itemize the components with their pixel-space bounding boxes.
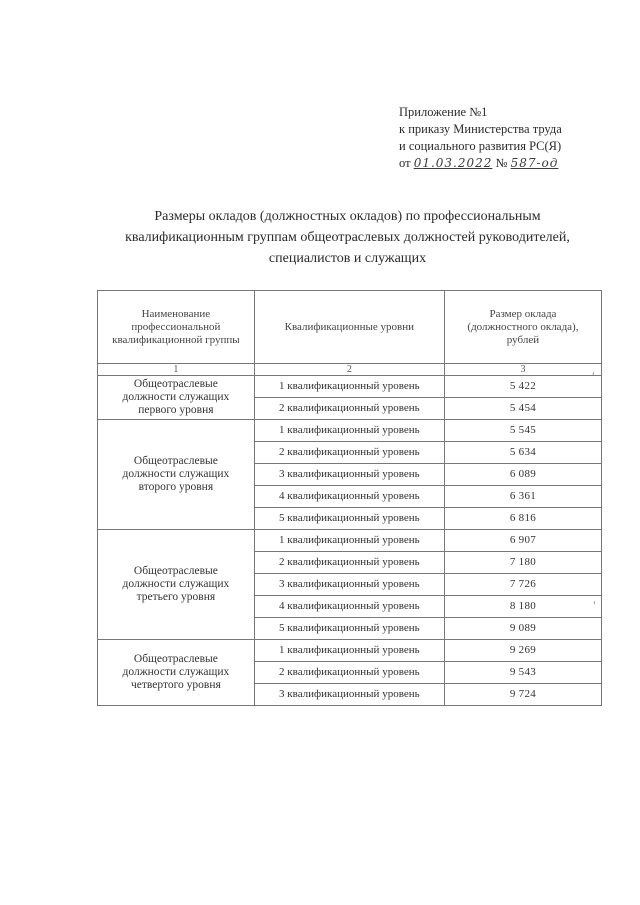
- level-cell: 4 квалификационный уровень: [254, 596, 444, 618]
- salary-cell: 7 180: [444, 552, 601, 574]
- scan-mark: ‹: [593, 597, 596, 607]
- level-cell: 3 квалификационный уровень: [254, 574, 444, 596]
- level-cell: 4 квалификационный уровень: [254, 486, 444, 508]
- column-number: 3: [444, 364, 601, 376]
- level-cell: 2 квалификационный уровень: [254, 442, 444, 464]
- salary-cell: 6 816: [444, 508, 601, 530]
- level-cell: 1 квалификационный уровень: [254, 640, 444, 662]
- level-cell: 1 квалификационный уровень: [254, 376, 444, 398]
- level-cell: 1 квалификационный уровень: [254, 530, 444, 552]
- table-row: [98, 530, 602, 552]
- level-cell: 2 квалификационный уровень: [254, 662, 444, 684]
- salary-cell: 8 180: [444, 596, 601, 618]
- group-name-cell: Общеотраслевые должности служащих третьего уровня: [98, 530, 255, 640]
- column-header-group: Наименование профессиональной квалификационной группы: [98, 291, 255, 364]
- number-label: №: [495, 156, 508, 170]
- table-body: [98, 376, 602, 706]
- group-name-cell: Общеотраслевые должности служащих второго уровня: [98, 420, 255, 530]
- annex-line-1: Приложение №1: [399, 105, 488, 119]
- salary-cell: 9 724: [444, 684, 601, 706]
- salary-cell: 5 634: [444, 442, 601, 464]
- salary-cell: 5 422: [444, 376, 601, 398]
- group-name-cell: Общеотраслевые должности служащих четвертого уровня: [98, 640, 255, 706]
- column-header-salary: Размер оклада (должностного оклада), рублей: [444, 291, 601, 364]
- scan-mark: ‹: [592, 368, 595, 378]
- column-number: 2: [254, 364, 444, 376]
- salary-cell: 5 454: [444, 398, 601, 420]
- salary-cell: 6 089: [444, 464, 601, 486]
- level-cell: 3 квалификационный уровень: [254, 684, 444, 706]
- header-row: [98, 291, 602, 364]
- table-row: [98, 420, 602, 442]
- order-number: 587-од: [510, 156, 559, 170]
- annex-line-2: к приказу Министерства труда: [399, 122, 562, 136]
- level-cell: 3 квалификационный уровень: [254, 464, 444, 486]
- level-cell: 2 квалификационный уровень: [254, 552, 444, 574]
- salary-cell: 6 361: [444, 486, 601, 508]
- level-cell: 5 квалификационный уровень: [254, 618, 444, 640]
- salary-table: [97, 290, 602, 706]
- annex-date-line: [399, 155, 634, 172]
- level-cell: 5 квалификационный уровень: [254, 508, 444, 530]
- column-number-row: [98, 364, 602, 376]
- salary-cell: 7 726: [444, 574, 601, 596]
- salary-cell: 5 545: [444, 420, 601, 442]
- title-line-2: квалификационным группам общеотраслевых должностей руководителей,: [125, 230, 570, 245]
- order-date: 01.03.2022: [413, 156, 493, 170]
- title-line-1: Размеры окладов (должностных окладов) по профессиональным: [154, 209, 541, 224]
- level-cell: 2 квалификационный уровень: [254, 398, 444, 420]
- group-name-cell: Общеотраслевые должности служащих первого уровня: [98, 376, 255, 420]
- level-cell: 1 квалификационный уровень: [254, 420, 444, 442]
- salary-cell: 9 543: [444, 662, 601, 684]
- document-title: [95, 206, 600, 269]
- salary-cell: 9 089: [444, 618, 601, 640]
- table-row: [98, 376, 602, 398]
- table-row: [98, 640, 602, 662]
- salary-cell: 9 269: [444, 640, 601, 662]
- column-header-level: Квалификационные уровни: [254, 291, 444, 364]
- salary-cell: 6 907: [444, 530, 601, 552]
- annex-line-3: и социального развития РС(Я): [399, 139, 562, 153]
- column-number: 1: [98, 364, 255, 376]
- from-label: от: [399, 156, 411, 170]
- annex-header: [399, 104, 634, 172]
- title-line-3: специалистов и служащих: [268, 251, 427, 266]
